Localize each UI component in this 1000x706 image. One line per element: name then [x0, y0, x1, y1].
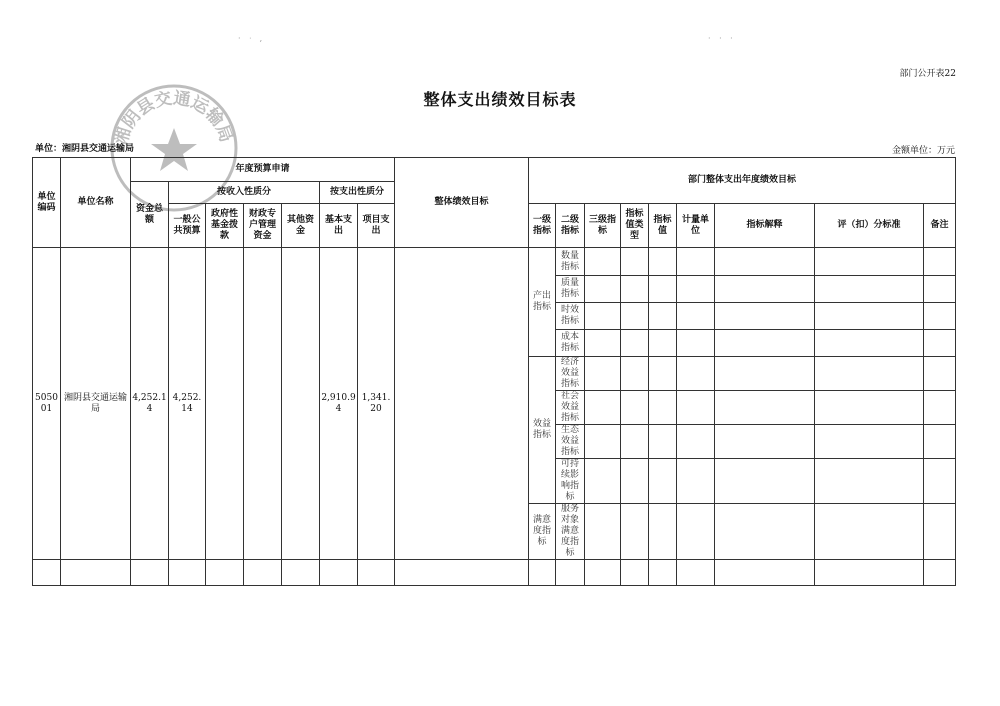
- cell-fiscal-special: [244, 248, 282, 560]
- header-project-exp: 项目支出: [358, 204, 395, 248]
- level2-item: 时效指标: [556, 303, 585, 330]
- header-total-funds: 资金总额: [131, 182, 169, 248]
- scan-speck: · · ·: [708, 34, 736, 43]
- header-level3: 三级指标: [585, 204, 621, 248]
- scan-speck: · ᐧ ,: [238, 34, 266, 43]
- cell-total-funds: 4,252.14: [131, 248, 169, 560]
- header-level1: 一级指标: [529, 204, 556, 248]
- cell-basic-exp: 2,910.94: [320, 248, 358, 560]
- cell-general-budget: 4,252.14: [169, 248, 206, 560]
- cell-other-funds: [282, 248, 320, 560]
- header-scoring: 评（扣）分标准: [815, 204, 924, 248]
- header-unit-code: 单位编码: [33, 158, 61, 248]
- header-explanation: 指标解释: [715, 204, 815, 248]
- level2-item: 成本指标: [556, 330, 585, 357]
- cell-overall-goal: [395, 248, 529, 560]
- cell-unit-name: 湘阴县交通运输局: [61, 248, 131, 560]
- level2-item: 服务对象满意度指标: [556, 504, 585, 560]
- header-fiscal-special: 财政专户管理资金: [244, 204, 282, 248]
- level2-item: 社会效益指标: [556, 391, 585, 425]
- level1-benefit: 效益指标: [529, 357, 556, 504]
- level2-item: 数量指标: [556, 248, 585, 276]
- header-dept-goal: 部门整体支出年度绩效目标: [529, 158, 956, 204]
- cell-unit-code: 505001: [33, 248, 61, 560]
- header-annual-budget: 年度预算申请: [131, 158, 395, 182]
- header-other-funds: 其他资金: [282, 204, 320, 248]
- seal-lettering: 湘阴县交通运输局: [111, 88, 237, 148]
- header-unit-name: 单位名称: [61, 158, 131, 248]
- level2-item: 可持续影响指标: [556, 459, 585, 504]
- page-title: 整体支出绩效目标表: [423, 90, 577, 109]
- cell-project-exp: 1,341.20: [358, 248, 395, 560]
- level2-item: 经济效益指标: [556, 357, 585, 391]
- header-general-budget: 一般公共预算: [169, 204, 206, 248]
- header-overall-goal: 整体绩效目标: [395, 158, 529, 248]
- level2-item: 生态效益指标: [556, 425, 585, 459]
- level1-satisfaction: 满意度指标: [529, 504, 556, 560]
- header-gov-fund: 政府性基金拨款: [206, 204, 244, 248]
- performance-table: [32, 157, 956, 586]
- header-by-expense: 按支出性质分: [320, 182, 395, 204]
- header-by-income: 按收入性质分: [169, 182, 320, 204]
- header-basic-exp: 基本支出: [320, 204, 358, 248]
- level2-item: 质量指标: [556, 276, 585, 303]
- form-number: 部门公开表22: [899, 69, 956, 79]
- level1-output: 产出指标: [529, 248, 556, 357]
- unit-label: 单位：湘阴县交通运输局: [35, 144, 135, 154]
- header-remark: 备注: [924, 204, 956, 248]
- amount-unit: 金额单位：万元: [891, 146, 955, 156]
- cell-gov-fund: [206, 248, 244, 560]
- header-indicator-value: 指标值: [649, 204, 677, 248]
- header-measure-unit: 计量单位: [677, 204, 715, 248]
- header-indicator-type: 指标值类型: [621, 204, 649, 248]
- header-level2: 二级指标: [556, 204, 585, 248]
